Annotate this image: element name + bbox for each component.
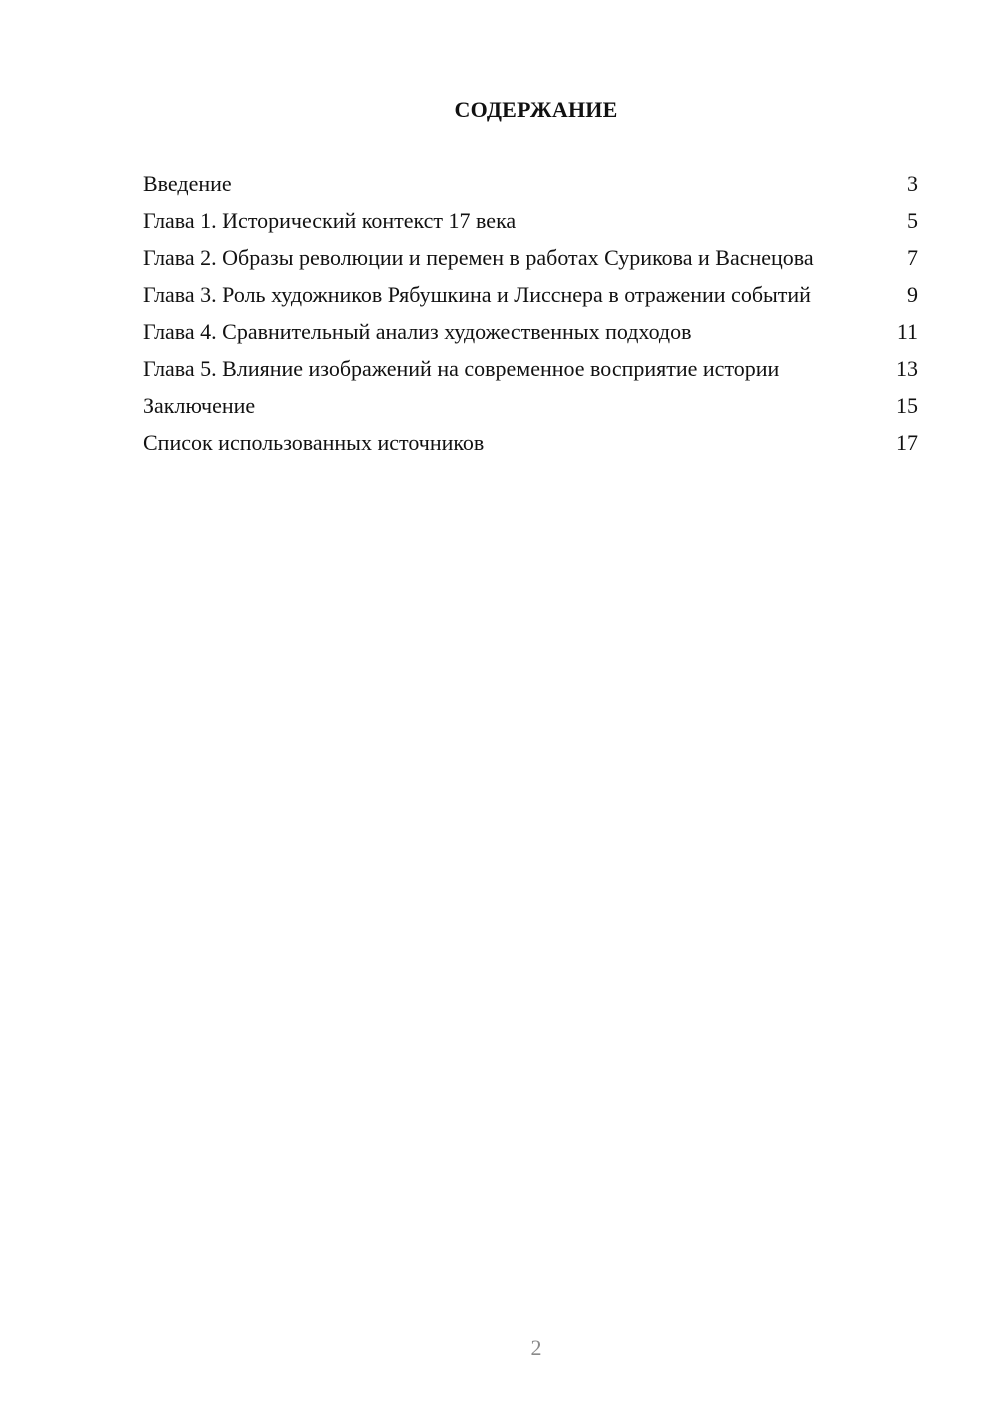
toc-entry-chapter-2[interactable]	[143, 244, 918, 271]
toc-entry-label: Глава 5. Влияние изображений на современное восприятие истории	[143, 356, 780, 381]
toc-entry-page: 13	[896, 356, 918, 381]
toc-entry-page: 15	[896, 393, 918, 418]
table-of-contents	[143, 170, 918, 466]
toc-entry-label: Глава 2. Образы революции и перемен в работах Сурикова и Васнецова	[143, 245, 814, 270]
toc-entry-page: 11	[896, 319, 918, 344]
toc-entry-chapter-5[interactable]	[143, 355, 918, 382]
toc-entry-label: Список использованных источников	[143, 430, 485, 455]
toc-entry-label: Глава 3. Роль художников Рябушкина и Лисснера в отражении событий	[143, 282, 811, 307]
toc-entry-page: 3	[907, 171, 918, 196]
page-number: 2	[530, 1335, 542, 1360]
toc-entry-page: 7	[907, 245, 918, 270]
toc-entry-label: Заключение	[143, 393, 256, 418]
toc-entry-page: 17	[896, 430, 918, 455]
toc-entry-chapter-4[interactable]	[143, 318, 918, 345]
toc-entry-conclusion[interactable]	[143, 392, 918, 419]
toc-entry-label: Введение	[143, 171, 232, 196]
toc-entry-page: 9	[907, 282, 918, 307]
toc-entry-references[interactable]	[143, 429, 918, 456]
toc-entry-label: Глава 1. Исторический контекст 17 века	[143, 208, 517, 233]
toc-entry-chapter-3[interactable]	[143, 281, 918, 308]
toc-entry-page: 5	[907, 208, 918, 233]
toc-entry-label: Глава 4. Сравнительный анализ художественных подходов	[143, 319, 692, 344]
toc-entry-introduction[interactable]	[143, 170, 918, 197]
toc-heading: СОДЕРЖАНИЕ	[454, 97, 618, 122]
toc-entry-chapter-1[interactable]	[143, 207, 918, 234]
